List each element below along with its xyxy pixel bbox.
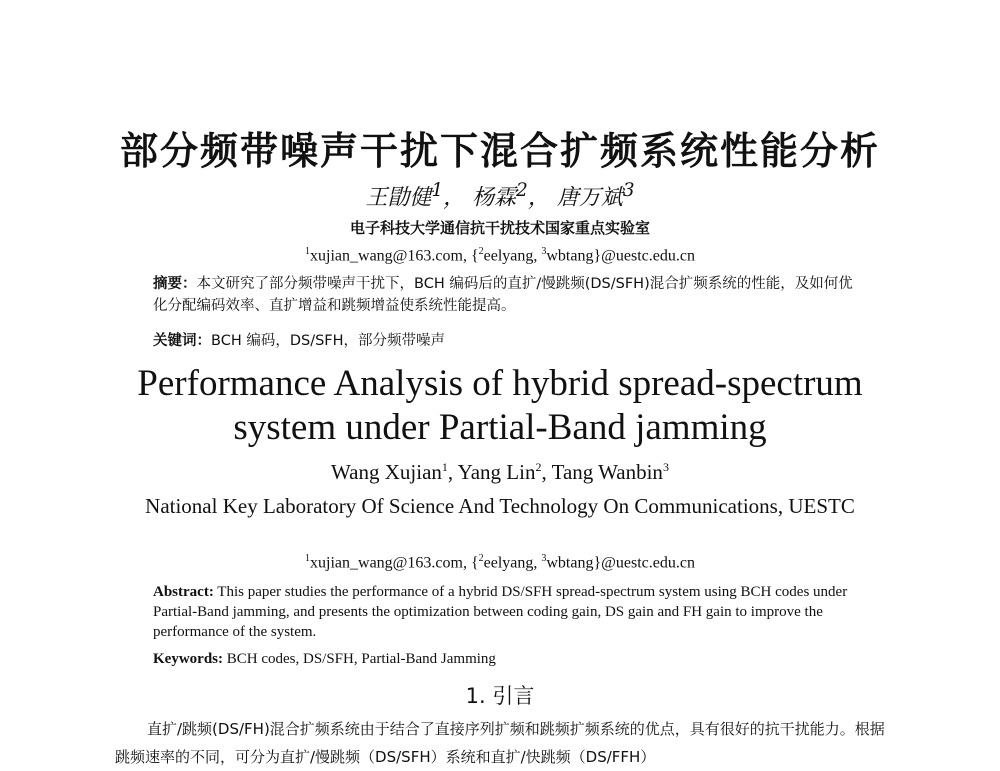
keywords-text: BCH codes, DS/SFH, Partial-Band Jamming [223, 651, 496, 667]
author-sup: 3 [622, 180, 635, 201]
email-sup: 2 [478, 246, 484, 257]
author-sup: 1 [431, 180, 444, 201]
email-text: xujian_wang@163.com, { [310, 554, 479, 572]
chinese-keywords [153, 329, 853, 350]
english-keywords [153, 651, 853, 668]
author-sup: 1 [441, 460, 448, 474]
author-sup: 2 [535, 460, 542, 474]
email-text: eelyang, [483, 554, 542, 572]
author-name: Yang Lin [457, 460, 536, 484]
author-name: 杨霖 [472, 185, 517, 211]
author-name: Wang Xujian [331, 460, 442, 484]
author-name: 王勖健 [365, 185, 432, 211]
email-sup: 1 [305, 246, 311, 257]
email-sup: 3 [541, 246, 547, 257]
body-paragraph: 直扩/跳频(DS/FH)混合扩频系统由于结合了直接序列扩频和跳频扩频系统的优点，具有很好的抗干扰能力。根据跳频速率的不同，可分为直扩/慢跳频（DS/SFH）系统和直扩/快跳频（DS/FFH） [115, 720, 885, 766]
author-sup: 3 [662, 460, 669, 474]
abstract-label: 摘要： [153, 276, 197, 292]
english-email-line [0, 553, 1000, 572]
english-title [0, 362, 1000, 450]
author-name: Tang Wanbin [551, 460, 663, 484]
english-title-line: system under Partial-Band jamming [233, 407, 767, 448]
author-name: 唐万斌 [556, 185, 623, 211]
email-sup: 3 [541, 553, 547, 564]
english-abstract [153, 582, 853, 642]
email-sup: 2 [478, 553, 484, 564]
keywords-label: 关键词： [153, 333, 211, 349]
chinese-email-line [0, 246, 1000, 265]
abstract-label: Abstract: [153, 584, 214, 600]
chinese-abstract [153, 273, 853, 317]
email-text: eelyang, [483, 247, 542, 265]
author-sup: 2 [516, 180, 528, 201]
email-sup: 1 [305, 553, 311, 564]
section-heading: 1. 引言 [465, 684, 535, 708]
english-title-line: Performance Analysis of hybrid spread-spectrum [137, 363, 863, 404]
email-text: wbtang}@uestc.edu.cn [546, 247, 695, 265]
keywords-label: Keywords: [153, 651, 223, 667]
english-affiliation: National Key Laboratory Of Science And Technology On Communications, UESTC [145, 494, 855, 518]
email-text: wbtang}@uestc.edu.cn [546, 554, 695, 572]
keywords-text: BCH 编码，DS/SFH，部分频带噪声 [211, 333, 446, 349]
chinese-title: 部分频带噪声干扰下混合扩频系统性能分析 [119, 129, 880, 173]
chinese-affiliation: 电子科技大学通信抗干扰技术国家重点实验室 [349, 219, 650, 237]
english-authors: Wang Xujian$^1$, Yang Lin$^2$, Tang Wanbin$^3$ [331, 460, 669, 484]
email-text: xujian_wang@163.com, { [310, 247, 479, 265]
abstract-text: This paper studies the performance of a hybrid DS/SFH spread-spectrum system using BCH codes under Partial-Band jamming, and presents the optimization between coding gain, DS gain and FH gain to improve the performance of the system. [153, 584, 848, 640]
abstract-text: 本文研究了部分频带噪声干扰下，BCH 编码后的直扩/慢跳频(DS/SFH)混合扩频系统的性能，及如何优化分配编码效率、直扩增益和跳频增益使系统性能提高。 [153, 276, 853, 314]
chinese-authors: 王勖健$^1$， 杨霖$^2$， 唐万斌$^3$ [365, 180, 635, 211]
